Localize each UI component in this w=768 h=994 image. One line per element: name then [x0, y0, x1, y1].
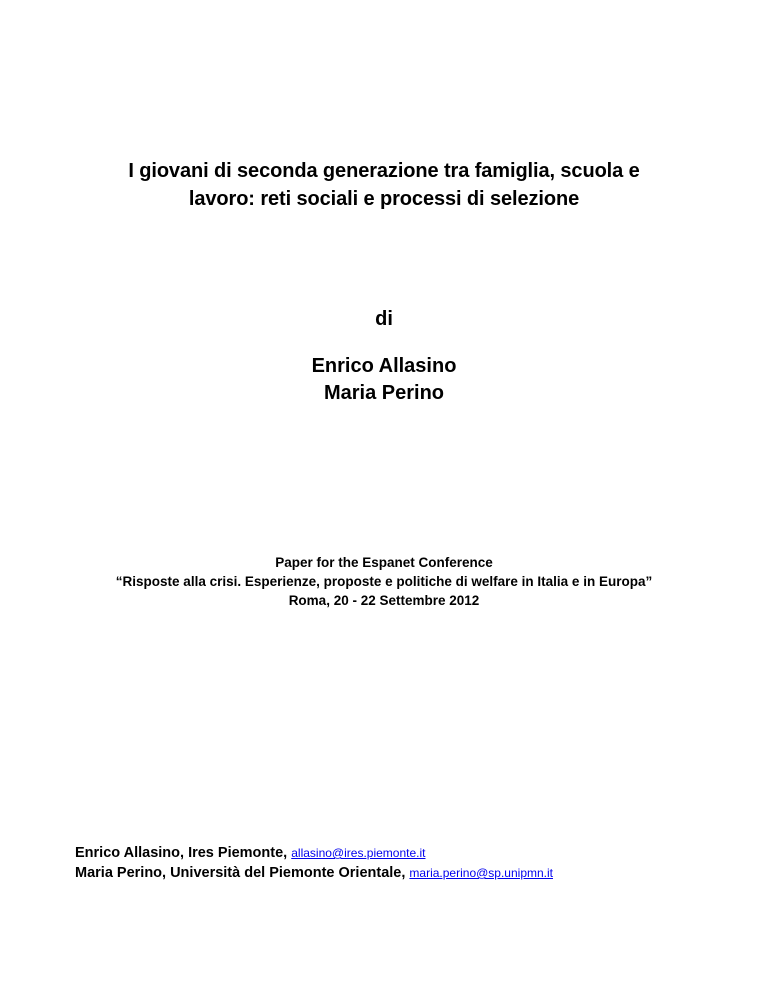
conference-place-date: Roma, 20 - 22 Settembre 2012	[288, 593, 480, 608]
author-affiliations	[75, 843, 735, 883]
affiliation-line	[75, 863, 735, 883]
author-email-link[interactable]: allasino@ires.piemonte.it	[291, 846, 426, 860]
author-name: Enrico Allasino	[311, 355, 457, 377]
affiliation-text: Enrico Allasino, Ires Piemonte,	[75, 845, 288, 861]
author-email-link[interactable]: maria.perino@sp.unipmn.it	[409, 866, 553, 880]
by-label: di	[375, 308, 393, 330]
conference-theme: “Risposte alla crisi. Esperienze, proposte e politiche di welfare in Italia e in Europa”	[115, 574, 653, 589]
author-list	[0, 353, 768, 407]
title-line-2: lavoro: reti sociali e processi di selezione	[188, 188, 580, 210]
title-line-1: I giovani di seconda generazione tra famiglia, scuola e	[128, 160, 640, 182]
paper-title	[70, 157, 698, 213]
affiliation-line	[75, 843, 735, 863]
conference-intro: Paper for the Espanet Conference	[275, 555, 493, 570]
affiliation-text: Maria Perino, Università del Piemonte Orientale,	[75, 865, 406, 881]
author-name: Maria Perino	[323, 382, 445, 404]
conference-info	[40, 553, 728, 610]
